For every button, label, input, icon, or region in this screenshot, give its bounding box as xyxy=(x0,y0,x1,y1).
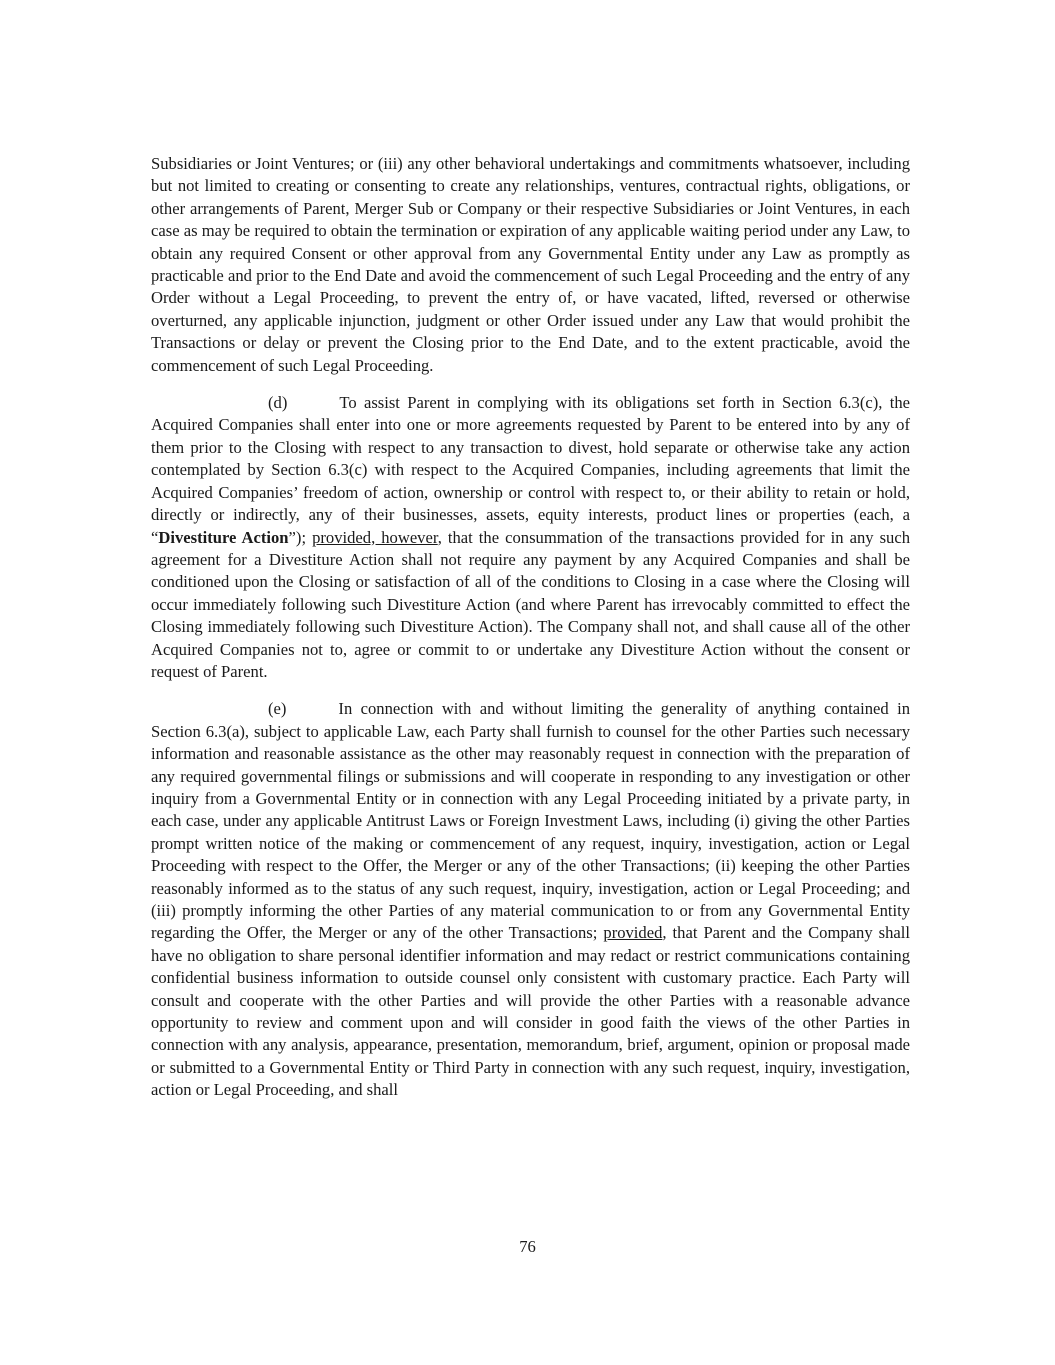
paragraph-e xyxy=(151,698,910,1101)
proviso-underlined: provided xyxy=(603,923,663,943)
document-body xyxy=(151,153,910,1102)
page-number: 76 xyxy=(519,1237,536,1256)
defined-term: Divestiture Action xyxy=(158,527,289,547)
paragraph-d-text-1: To assist Parent in complying with its obligations set forth in Section 6.3(c), the Acquired Companies shall enter into one or more agreements requested by Parent to be entered into by any of them prior to the Closing with respect to any transaction to divest, hold separate or otherwise take any action contemplated by Section 6.3(c) with respect to the Acquired Companies, including agreements that limit the Acquired Companies’ freedom of action, ownership or control with respect to, or their ability to retain or hold, directly or indirectly, any of their businesses, assets, equity interests, product lines or properties (each, a “ xyxy=(151,393,910,547)
paragraph-e-text-2: , that Parent and the Company shall have no obligation to share personal identifier information and may redact or restrict communications containing confidential business information to outside counsel only consistent with customary practice. Each Party will consult and cooperate with the other Parties and will provide the other Parties with a reasonable advance opportunity to review and comment upon and will consider in good faith the views of the other Parties in connection with any analysis, appearance, presentation, memorandum, brief, argument, opinion or proposal made or submitted to a Governmental Entity or Third Party in connection with any such request, inquiry, investigation, action or Legal Proceeding, and shall xyxy=(151,923,910,1100)
paragraph-e-text-1: In connection with and without limiting the generality of anything contained in Section 6.3(a), subject to applicable Law, each Party shall furnish to counsel for the other Parties such necessary information and reasonable assistance as the other may reasonably request in connection with the preparation of any required governmental filings or submissions and will cooperate in responding to any investigation or other inquiry from a Governmental Entity or in connection with any Legal Proceeding initiated by a private party, in each case, under any applicable Antitrust Laws or Foreign Investment Laws, including (i) giving the other Parties prompt written notice of the making or commencement of any request, inquiry, investigation, action or Legal Proceeding with respect to the Offer, the Merger or any of the other Transactions; (ii) keeping the other Parties reasonably informed as to the status of any such request, inquiry, investigation, action or Legal Proceeding; and (iii) promptly informing the other Parties of any material communication to or from any Governmental Entity regarding the Offer, the Merger or any of the other Transactions; xyxy=(151,699,910,943)
paragraph-continuation: Subsidiaries or Joint Ventures; or (iii) any other behavioral undertakings and commitments whatsoever, including but not limited to creating or consenting to create any relationships, ventures, contractual rights, obligations, or other arrangements of Parent, Merger Sub or Company or their respective Subsidiaries or Joint Ventures, in each case as may be required to obtain the termination or expiration of any applicable waiting period under any Law, to obtain any required Consent or other approval from any Governmental Entity under any Law as promptly as practicable and prior to the End Date and avoid the commencement of such Legal Proceeding and the entry of any Order without a Legal Proceeding, to prevent the entry of, or have vacated, lifted, reversed or otherwise overturned, any applicable injunction, judgment or other Order issued under any Law that would prohibit the Transactions or delay or prevent the Closing prior to the End Date, and to the extent practicable, avoid the commencement of such Legal Proceeding. xyxy=(151,154,910,375)
paragraph-d xyxy=(151,392,910,683)
paragraph-d-label: (d) xyxy=(268,393,288,413)
paragraph-d-text-3: , that the consummation of the transactions provided for in any such agreement for a Divestiture Action shall not require any payment by any Acquired Companies and shall be conditioned upon the Closing or satisfaction of all of the conditions to Closing in a case where the Closing will occur immediately following such Divestiture Action (and where Parent has irrevocably committed to effect the Closing immediately following such Divestiture Action). The Company shall not, and shall cause all of the other Acquired Companies not to, agree or commit to or undertake any Divestiture Action without the consent or request of Parent. xyxy=(151,527,911,681)
paragraph-d-text-2: ”); xyxy=(288,527,313,547)
proviso-underlined: provided, however xyxy=(312,527,438,547)
paragraph-e-label: (e) xyxy=(268,699,287,719)
